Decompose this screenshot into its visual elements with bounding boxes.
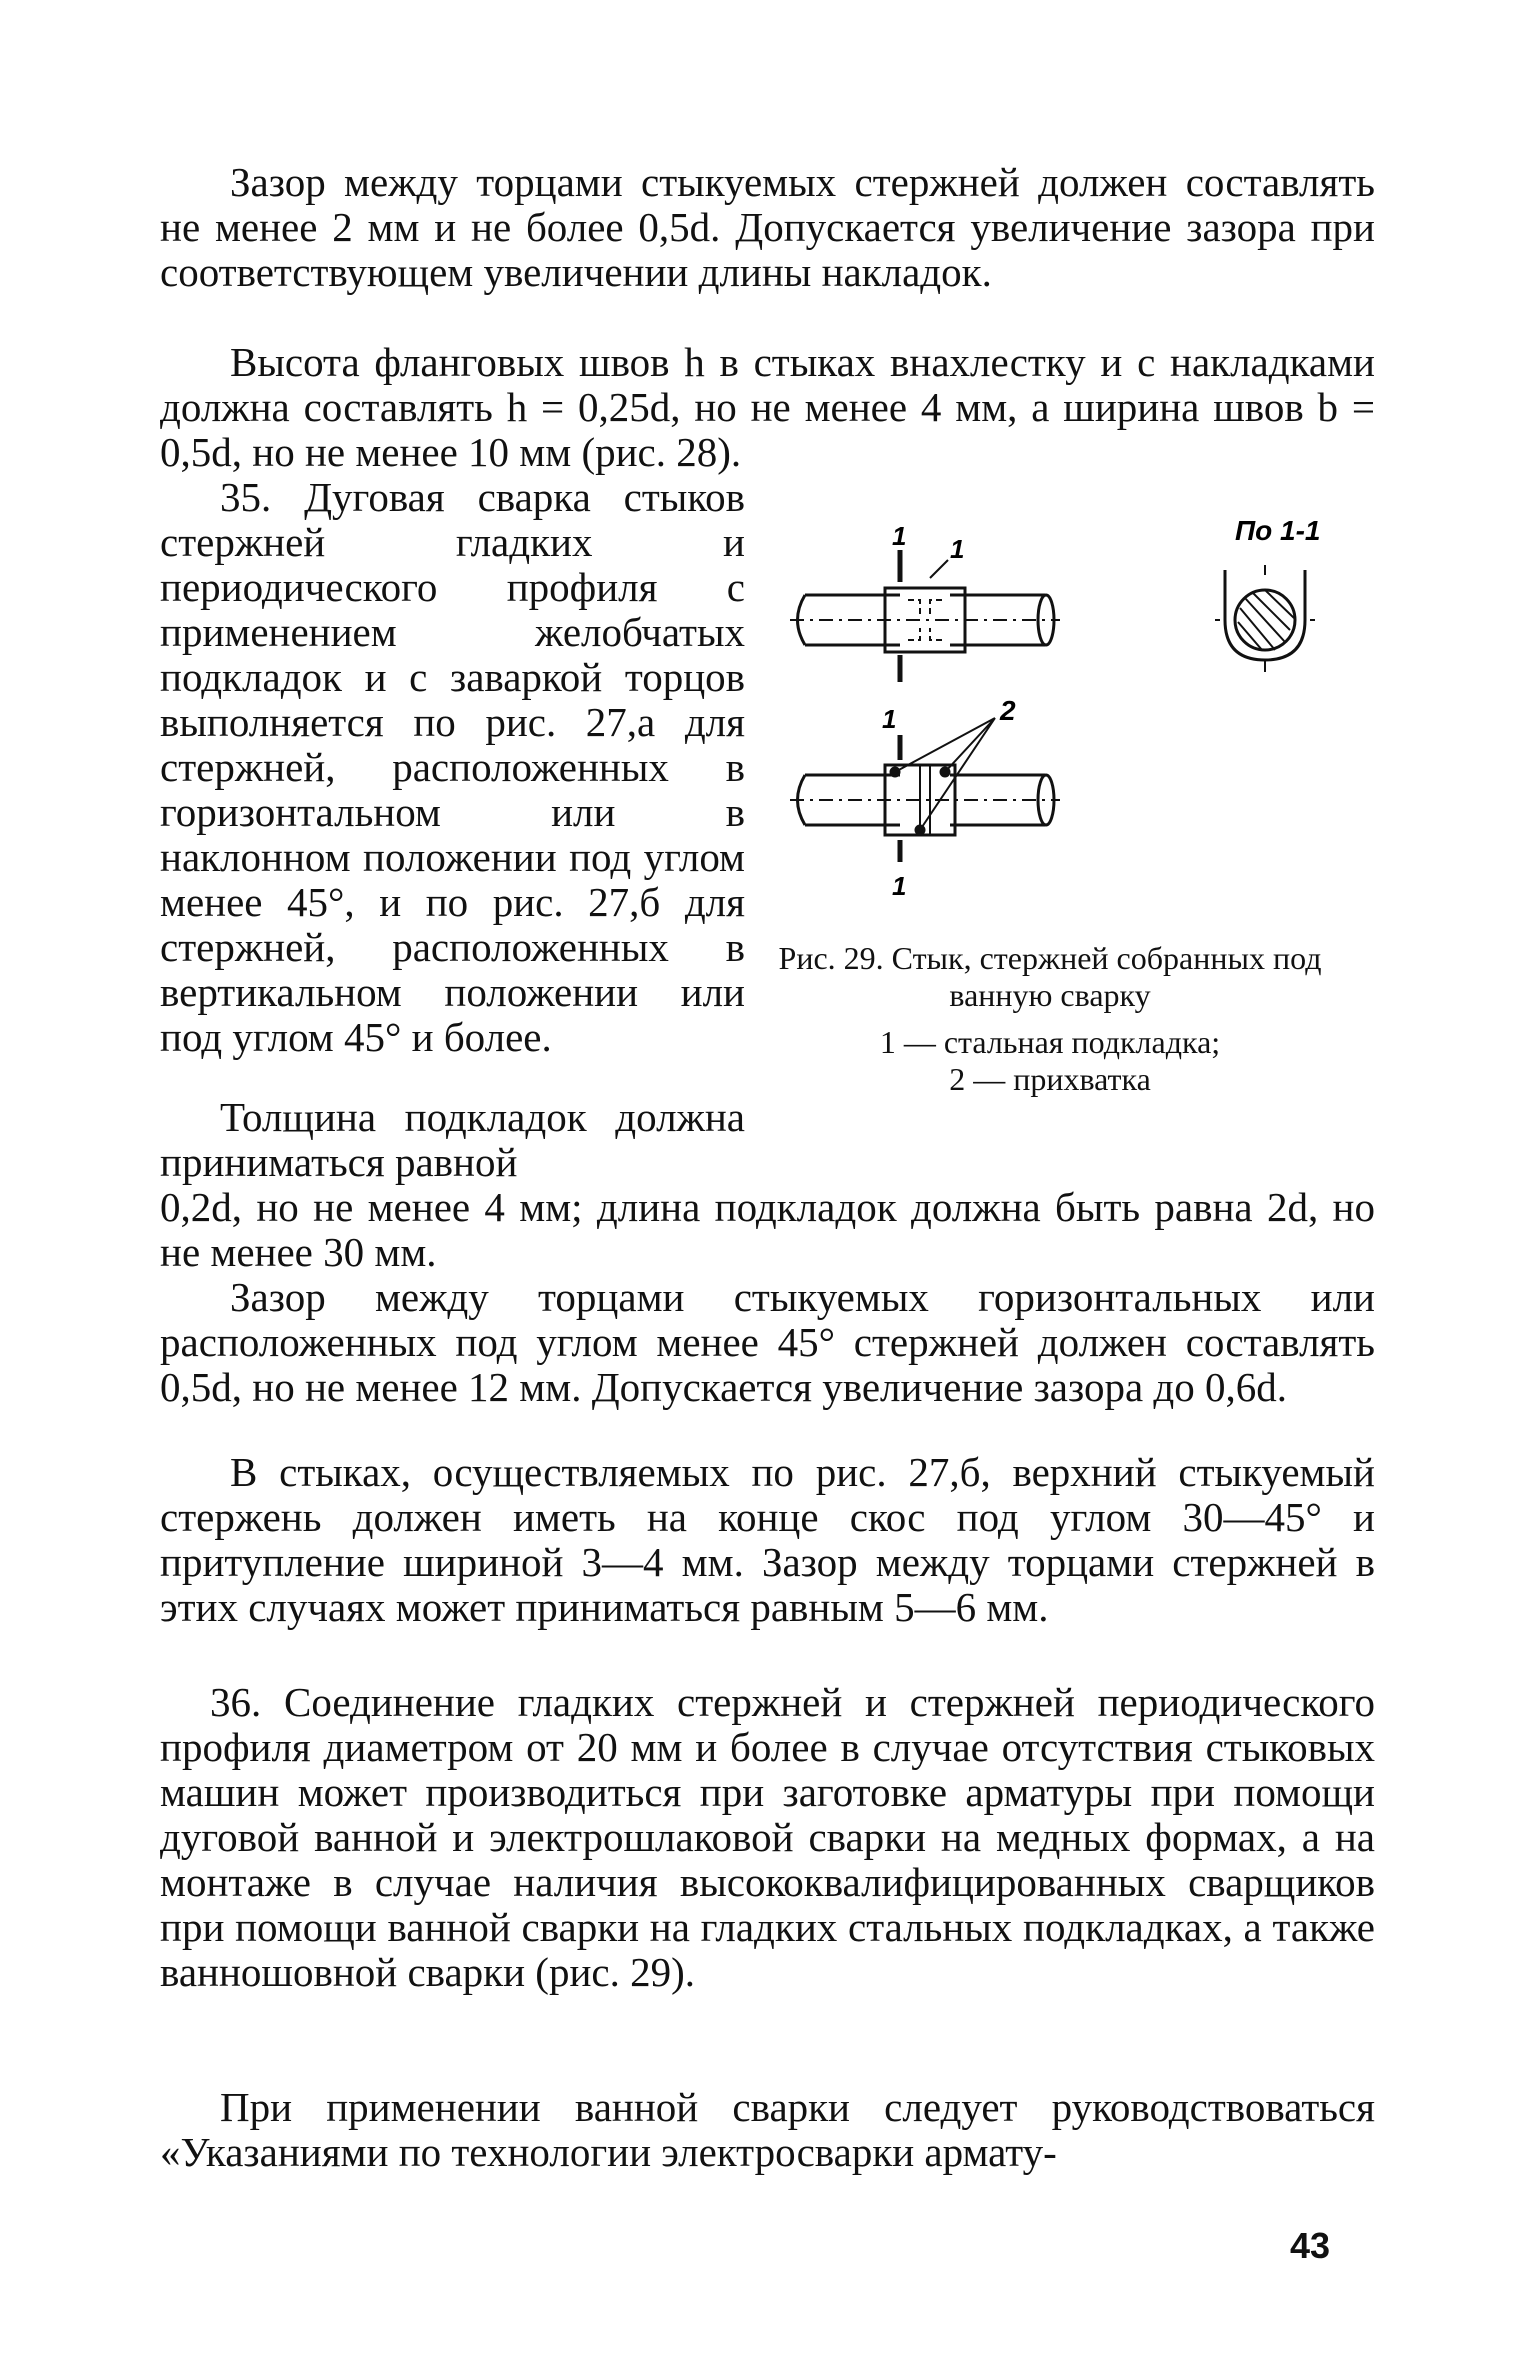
caption-title: Рис. 29. Стык, стержней собранных под ванную сварку	[778, 940, 1322, 1013]
paragraph-gap-between-ends: Зазор между торцами стыкуемых стержней должен составлять не менее 2 мм и не более 0,5d. Допускается увеличение зазора при соответствующем увеличении длины накладок.	[160, 159, 1375, 295]
top-bar-assembly	[790, 550, 1060, 682]
paragraph-pad-thickness: Толщина подкладок должна приниматься равной	[160, 1094, 745, 1185]
paragraph-gap-horizontal-bars: Зазор между торцами стыкуемых горизонтальных или расположенных под углом менее 45° стержней должен составлять 0,5d, но не менее 12 мм. Допускается увеличение зазора до 0,6d.	[160, 1274, 1375, 1410]
caption-legend-1: 1 — стальная подкладка;	[879, 1024, 1221, 1060]
paragraph-section-35: 35. Дуговая сварка стыков стержней гладких и периодического профиля с применением желобчатых подкладок и с заваркой торцов выполняется по рис. 27,а для стержней, расположенных в горизонтальном или в наклонном положении под углом менее 45°, и по рис. 27,б для стержней, расположенных в вертикальном положении или под углом 45° и более.	[160, 474, 745, 1060]
paragraph-section-36: 36. Соединение гладких стержней и стержней периодического профиля диаметром от 20 мм и более в случае отсутствия стыковых машин может производиться при заготовке арматуры при помощи дуговой ванной и электрошлаковой сварки на медных формах, а на монтаже в случае наличия высококвалифицированных сварщиков при помощи ванной сварки на гладких стальных подкладках, а также ванношовной сварки (рис. 29).	[160, 1679, 1375, 1995]
label-tack-weld-2: 2	[1000, 695, 1016, 726]
paragraph-joints-27b: В стыках, осуществляемых по рис. 27,б, верхний стыкуемый стержень должен иметь на конце скос под углом 30—45° и притупление шириной 3—4 мм. Зазор между торцами стержней в этих случаях может приниматься равным 5—6 мм.	[160, 1449, 1375, 1630]
label-section-1-top-left: 1	[892, 521, 907, 551]
label-pad-1: 1	[892, 871, 907, 901]
figure-29-weld-joint-diagram	[770, 490, 1375, 950]
label-section-title: По 1-1	[1235, 515, 1321, 546]
bottom-bar-assembly	[790, 718, 1060, 862]
paragraph-flank-weld-height: Высота фланговых швов h в стыках внахлестку и с накладками должна составлять h = 0,25d, но не менее 4 мм, а ширина швов b = 0,5d, но не менее 10 мм (рис. 28).	[160, 339, 1375, 475]
figure-caption	[770, 940, 1330, 1098]
paragraph-pad-thickness-continued: 0,2d, но не менее 4 мм; длина подкладок должна быть равна 2d, но не менее 30 мм.	[160, 1184, 1375, 1275]
caption-legend-2: 2 — прихватка	[949, 1061, 1151, 1097]
paragraph-bath-welding: При применении ванной сварки следует руководствоваться «Указаниями по технологии электросварки армату-	[160, 2084, 1375, 2175]
label-section-1-top-right: 1	[950, 534, 965, 564]
section-view-1-1	[1215, 565, 1315, 672]
page-number: 43	[1290, 2225, 1331, 2266]
label-section-1-bottom: 1	[882, 704, 897, 734]
